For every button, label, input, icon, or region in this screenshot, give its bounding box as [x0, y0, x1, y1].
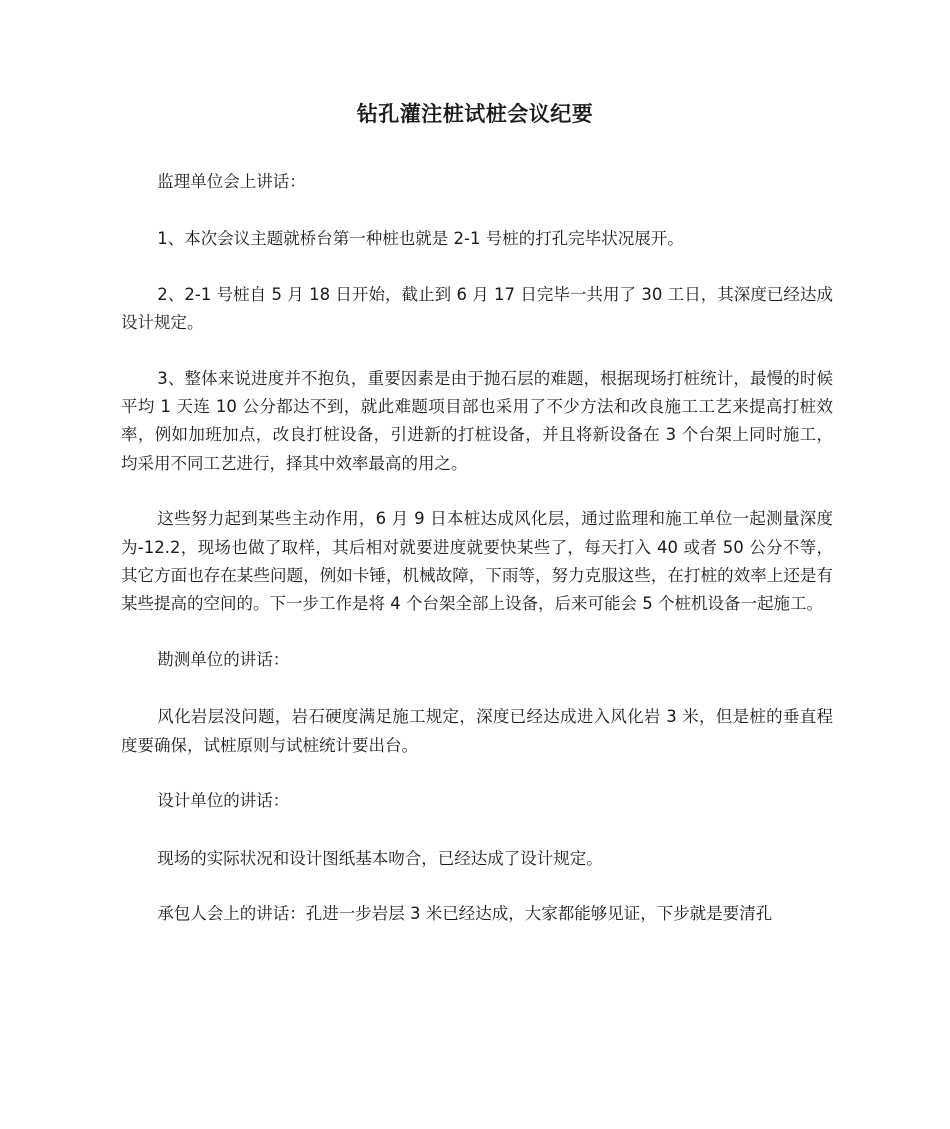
paragraph-item-1: 1、本次会议主题就桥台第一种桩也就是 2-1 号桩的打孔完毕状况展开。: [157, 229, 684, 249]
paragraph-item-3: 3、整体来说进度并不抱负，重要因素是由于抛石层的难题，根据现场打桩统计，最慢的时候平均 1 天连 10 公分都达不到，就此难题项目部也采用了不少方法和改良施工工艺来提高打桩效率，例如加班加点，改良打桩设备，引进新的打桩设备，并且将新设备在 3 个台架上同时施工，均采用不同工艺进行，择其中效率最高的用之。: [121, 368, 833, 473]
paragraph-design-heading: 设计单位的讲话：: [157, 791, 290, 811]
paragraph-supervisor-heading: 监理单位会上讲话：: [157, 172, 306, 191]
paragraph-contractor: 承包人会上的讲话：孔进一步岩层 3 米已经达成，大家都能够见证，下步就是要清孔: [157, 903, 773, 923]
paragraph-survey-heading: 勘测单位的讲话：: [157, 649, 290, 669]
paragraph-design-content: 现场的实际状况和设计图纸基本吻合，已经达成了设计规定。: [157, 848, 603, 868]
paragraph-item-2: 2、2-1 号桩自 5 月 18 日开始，截止到 6 月 17 日完毕一共用了 30 工日，其深度已经达成设计规定。: [121, 284, 833, 333]
document-title: 钻孔灌注桩试桩会议纪要: [356, 102, 594, 126]
paragraph-progress: 这些努力起到某些主动作用，6 月 9 日本桩达成风化层，通过监理和施工单位一起测量深度为-12.2，现场也做了取样，其后相对就要进度就要快某些了，每天打入 40 或者 50 公分不等，其它方面也存在某些问题，例如卡锤，机械故障，下雨等，努力克服这些，在打桩的效率上还是有某些提高的空间的。下一步工作是将 4 个台架全部上设备，后来可能会 5 个桩机设备一起施工。: [121, 509, 833, 614]
document-body: [121, 168, 833, 955]
paragraph-survey-content: 风化岩层没问题，岩石硬度满足施工规定，深度已经达成进入风化岩 3 米，但是桩的垂直程度要确保，试桩原则与试桩统计要出台。: [121, 707, 833, 755]
